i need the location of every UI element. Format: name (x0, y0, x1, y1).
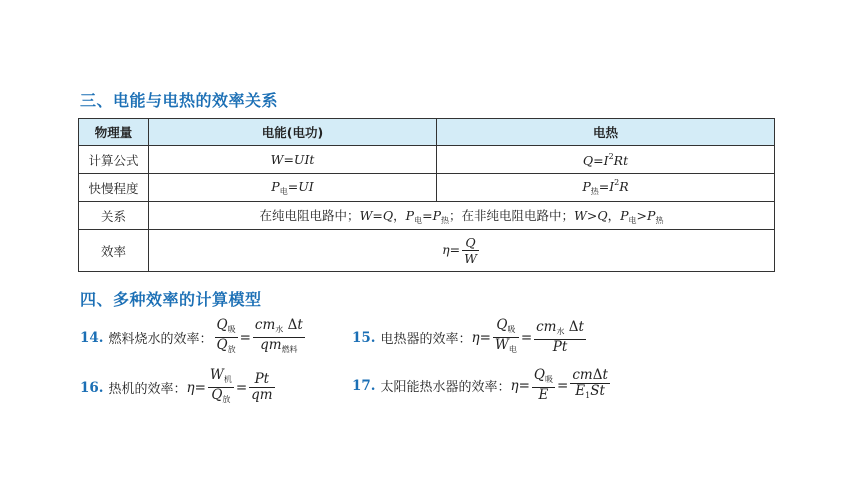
model-heat-engine: 16. 热机的效率： η = $\frac{W_机}{Q_放}$ = $\frac{Pt}{qm}$ (80, 367, 273, 404)
model-electric-heater: 15. 电热器的效率： η = $\frac{Q_吸}{W_电}$ = $\frac{cm_水 \Delta t}{Pt}$ (352, 317, 584, 355)
model-number: 17. (352, 377, 376, 394)
cell-relation: 在纯电阻电路中；W=Q，$P_电=P_热$；在非纯电阻电路中；W>Q，$P_电>P_热$ (149, 202, 775, 230)
table-row-speed (79, 174, 775, 202)
cell-efficiency-formula: η= $\frac{Q}{W}$ (149, 230, 775, 272)
model-label: 燃料烧水的效率： (108, 332, 213, 347)
row-label-relation: 关系 (79, 202, 149, 230)
model-number: 16. (80, 379, 104, 396)
model-label: 热机的效率： (108, 382, 187, 397)
section-title-efficiency-relation: 三、电能与电热的效率关系 (80, 91, 279, 110)
section-title-efficiency-models: 四、多种效率的计算模型 (80, 290, 262, 309)
cell-work-formula: W=UIt (149, 146, 437, 174)
cell-heat-formula: $Q=I^2Rt$ (437, 146, 775, 174)
model-solar-water-heater: 17. 太阳能热水器的效率： η = $\frac{Q_吸}{E}$ = $\frac{\text{cmΔt}}{E_1St}$ (352, 367, 608, 403)
efficiency-relation-table (78, 118, 775, 272)
header-quantity: 物理量 (79, 119, 149, 146)
header-electric-energy: 电能(电功) (149, 119, 437, 146)
row-label-speed: 快慢程度 (79, 174, 149, 202)
row-label-efficiency: 效率 (79, 230, 149, 272)
cell-electric-power: $P_电=UI$ (149, 174, 437, 202)
model-label: 太阳能热水器的效率： (380, 380, 511, 395)
model-number: 15. (352, 329, 376, 346)
table-row-efficiency (79, 230, 775, 272)
table-header-row (79, 119, 775, 146)
cell-heat-power: $P_热=I^2R$ (437, 174, 775, 202)
row-label-formula: 计算公式 (79, 146, 149, 174)
model-label: 电热器的效率： (380, 332, 472, 347)
model-number: 14. (80, 329, 104, 346)
table-row-relation (79, 202, 775, 230)
table-row-formula (79, 146, 775, 174)
model-fuel-boiling-water: 14. 燃料烧水的效率： $\frac{Q_吸}{Q_放}$ = $\frac{cm_水 \Delta t}{qm_{燃料}}$ (80, 317, 303, 354)
header-electric-heat: 电热 (437, 119, 775, 146)
